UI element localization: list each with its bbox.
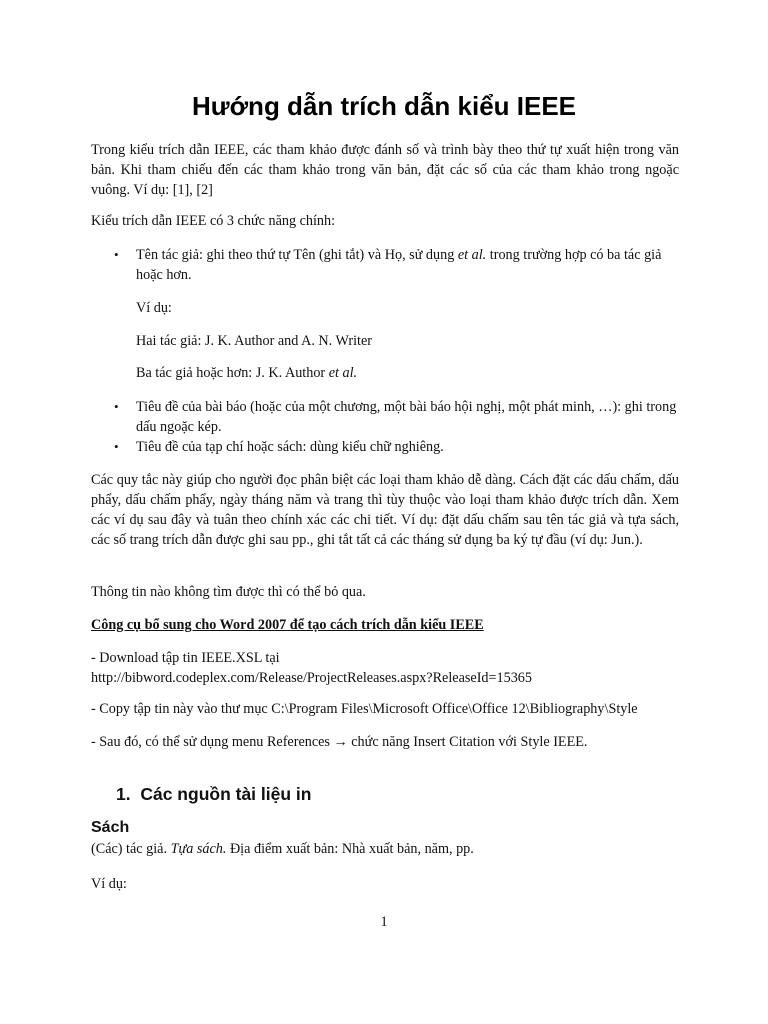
book-format-text: (Các) tác giả. bbox=[91, 841, 171, 857]
example-three-authors bbox=[136, 363, 357, 383]
example-label-2: Ví dụ: bbox=[91, 876, 127, 892]
bullet-author-text-end: trong trường hợp có ba tác giả hoặc hơn. bbox=[136, 247, 662, 283]
section-heading bbox=[116, 781, 311, 807]
functions-intro: Kiểu trích dẫn IEEE có 3 chức năng chính: bbox=[91, 213, 336, 229]
book-format bbox=[91, 839, 679, 859]
intro-paragraph: Trong kiểu trích dẫn IEEE, các tham khảo được đánh số và trình bày theo thứ tự xuất hiện trong văn bản. Khi tham chiếu đến các tham khảo trong văn bản, đặt các số của các tham khảo trong ngoặc vuông. Ví dụ: [1], [2] bbox=[91, 142, 679, 198]
bullet-marker: • bbox=[114, 247, 119, 262]
bullet-author-text: Tên tác giả: ghi theo thứ tự Tên (ghi tắt) và Họ, sử dụng bbox=[136, 247, 458, 263]
example-two-authors: Hai tác giả: J. K. Author and A. N. Writer bbox=[136, 333, 372, 349]
page-title: Hướng dẫn trích dẫn kiểu IEEE bbox=[191, 91, 577, 121]
subsection-heading: Sách bbox=[91, 819, 130, 836]
then-text: - Sau đó, có thể sử dụng menu References bbox=[91, 734, 334, 750]
example-label: Ví dụ: bbox=[136, 300, 172, 316]
book-format-italic: Tựa sách. bbox=[170, 841, 227, 857]
book-format-text-end: Địa điểm xuất bản: Nhà xuất bản, năm, pp. bbox=[226, 841, 474, 857]
bullet-marker: • bbox=[114, 399, 119, 414]
copy-line: - Copy tập tin này vào thư mục C:\Program Files\Microsoft Office\Office 12\Bibliography\Style bbox=[91, 701, 638, 717]
bullet-author bbox=[136, 245, 680, 285]
section-title: Các nguồn tài liệu in bbox=[140, 784, 312, 804]
then-line bbox=[91, 732, 679, 752]
bullet-marker: • bbox=[114, 439, 119, 454]
skip-paragraph: Thông tin nào không tìm được thì có thể bỏ qua. bbox=[91, 584, 366, 600]
bullet-article-title: Tiêu đề của bài báo (hoặc của một chương, một bài báo hội nghị, một phát minh, …): ghi trong dấu ngoặc kép. bbox=[136, 399, 677, 435]
download-url: http://bibword.codeplex.com/Release/ProjectReleases.aspx?ReleaseId=15365 bbox=[91, 670, 532, 686]
section-number: 1. bbox=[116, 784, 131, 804]
right-arrow-icon: → bbox=[333, 734, 348, 750]
then-text-end: chức năng Insert Citation với Style IEEE. bbox=[347, 734, 588, 750]
example-three-authors-text: Ba tác giả hoặc hơn: J. K. Author bbox=[136, 365, 329, 381]
tool-heading: Công cụ bổ sung cho Word 2007 để tạo cách trích dẫn kiểu IEEE bbox=[91, 617, 484, 633]
download-line bbox=[91, 648, 679, 688]
download-text: - Download tập tin IEEE.XSL tại bbox=[91, 650, 280, 666]
example-three-authors-italic: et al. bbox=[328, 365, 358, 381]
page-number: 1 bbox=[380, 914, 388, 930]
bullet-author-italic: et al. bbox=[457, 247, 487, 263]
rules-paragraph: Các quy tắc này giúp cho người đọc phân biệt các loại tham khảo dễ dàng. Cách đặt các dấu chấm, dấu phẩy, dấu chấm phẩy, ngày tháng năm và trang thì tùy thuộc vào loại tham khảo được trích dẫn. Xem các ví dụ sau đây và tuân theo chính xác các chi tiết. Ví dụ: đặt dấu chấm sau tên tác giả và tựa sách, các số trang trích dẫn được ghi sau pp., ghi tắt tất cả các tháng sử dụng ba ký tự đầu (ví dụ: Jun.). bbox=[91, 472, 679, 548]
bullet-journal-title: Tiêu đề của tạp chí hoặc sách: dùng kiểu chữ nghiêng. bbox=[136, 439, 444, 455]
